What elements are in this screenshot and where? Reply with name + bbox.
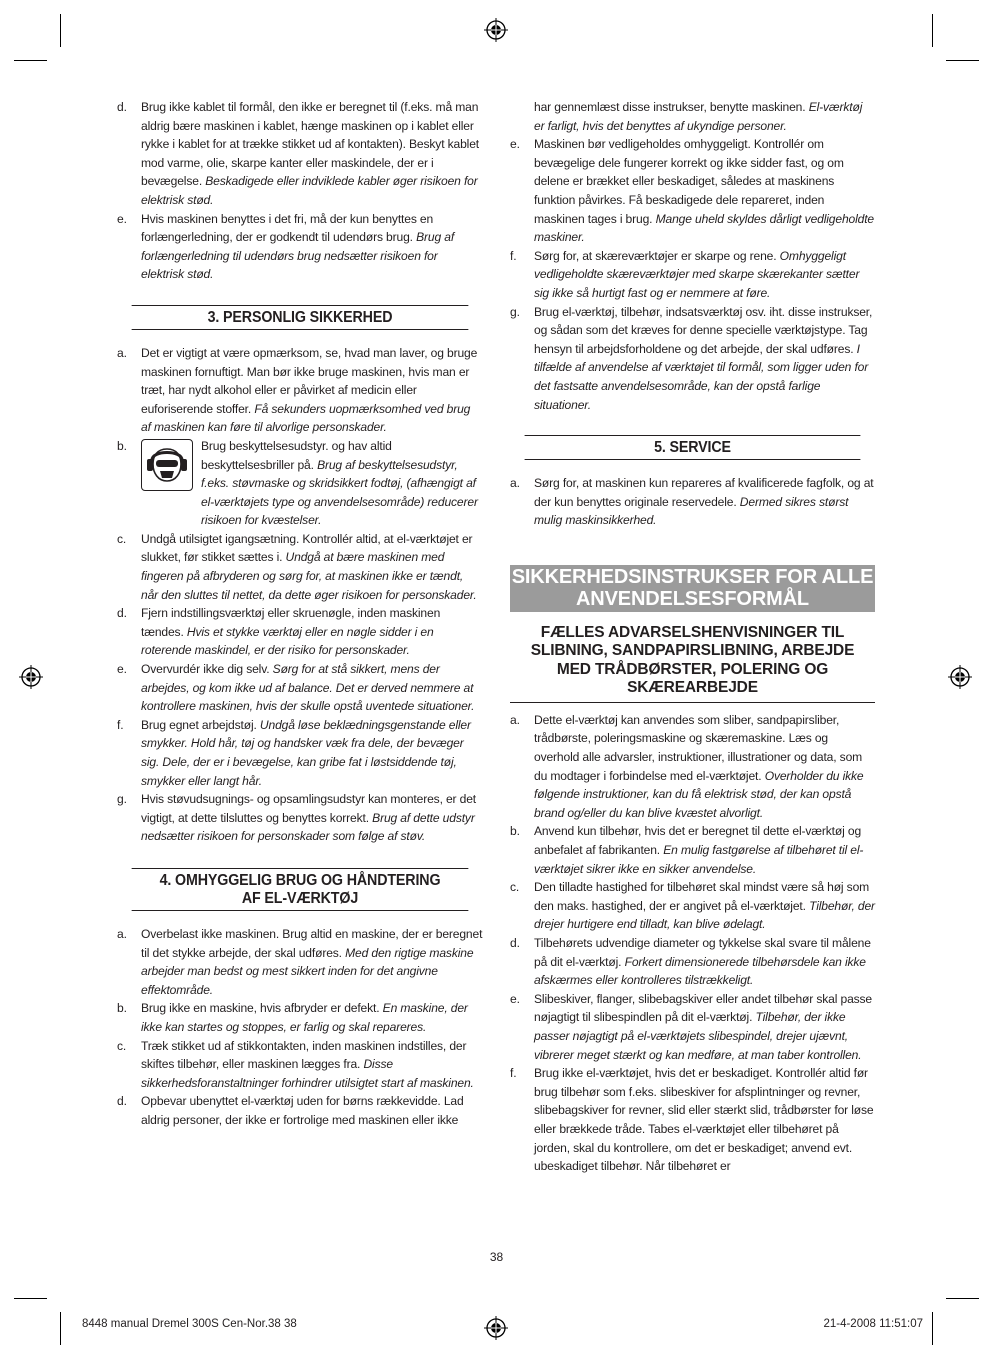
crop-mark <box>14 1298 47 1299</box>
list-item: b. Anvend kun tilbehør, hvis det er beregnet til dette el-værktøj og anbefalet af fabrikanten. En mulig fastgørelse af tilbehøret til el-værktøjet sikrer ikke en sikker anvendelse. <box>510 824 864 876</box>
list-item: a. Det er vigtigt at være opmærksom, se, hvad man laver, og bruge maskinen fornuftigt. Man bør ikke bruge maskinen, hvis man er træt, har nydt alkohol eller er påvirket af medicin eller euforiserende stoffer. Få sekunders uopmærksomhed ved brug af maskinen kan føre til alvorlige personskader. <box>117 345 478 435</box>
crop-mark <box>60 14 61 47</box>
list-item: e. Overvurdér ikke dig selv. Sørg for at stå sikkert, mens der arbejdes, og kom ikke ud af balance. Det er derved nemmere at kontrollere maskinen, hvis der skulle opstå uventede situationer. <box>117 662 475 714</box>
left-column <box>117 98 483 1130</box>
crop-mark <box>14 60 47 61</box>
footer-timestamp: 21-4-2008 11:51:07 <box>823 1318 923 1330</box>
list-item: b. Brug ikke en maskine, hvis afbryder er defekt. En maskine, der ikke kan startes og stoppes, er farlig og skal repareres. <box>117 1001 468 1034</box>
registration-mark-icon <box>948 665 972 689</box>
footer-file-info: 8448 manual Dremel 300S Cen-Nor.38 38 <box>82 1318 297 1330</box>
safety-gear-icon <box>141 439 193 491</box>
common-warnings-heading: FÆLLES ADVARSELSHENVISNINGER TIL SLIBNING, SANDPAPIRSLIBNING, ARBEJDE MED TRÅDBØRSTER, POLERING OG SKÆREARBEJDE <box>510 624 875 703</box>
list-item: e. Maskinen bør vedligeholdes omhyggeligt. Kontrollér om bevægelige dele fungerer korrekt og ikke sidder fast, og om delene er brækket eller beskadiget, således at maskinens funktion påvirkes. Få beskadigede dele repareret, inden maskinen tages i brug. Mange uheld skyldes dårligt vedligeholdte maskiner. <box>510 137 875 245</box>
page-number: 38 <box>489 1250 504 1264</box>
list-item: e. Hvis maskinen benyttes i det fri, må der kun benyttes en forlængerledning, der er godkendt til udendørs brug. Brug af forlængerledning til udendørs brug nedsætter risikoen for elektrisk stød. <box>117 211 455 282</box>
safety-instructions-banner: SIKKERHEDSINSTRUKSER FOR ALLE ANVENDELSESFORMÅL <box>511 565 874 610</box>
crop-mark <box>946 1298 979 1299</box>
list-item: a. Sørg for, at maskinen kun repareres af kvalificerede fagfolk, og at der kun benyttes originale reservedele. Dermed sikres størst mulig maskinsikkerhed. <box>510 476 874 528</box>
list-item: d. Tilbehørets udvendige diameter og tykkelse skal svare til målene på dit el-værktøj. Forkert dimensionerede tilbehørsdele kan ikke afskærmes eller kontrolleres tilstrækkeligt. <box>510 936 871 988</box>
list-item: a. Overbelast ikke maskinen. Brug altid en maskine, der er beregnet til det stykke arbejde, der skal udføres. Med den rigtige maskine arbejder man bedst og mest sikkert inden for det angivne effektområde. <box>117 926 483 997</box>
registration-mark-icon <box>19 665 43 689</box>
section-heading-personal-safety: 3. PERSONLIG SIKKERHED <box>132 305 469 330</box>
section-heading-service: 5. SERVICE <box>525 435 861 460</box>
crop-mark <box>60 1312 61 1345</box>
list-item: e. Slibeskiver, flanger, slibebagskiver eller andet tilbehør skal passe nøjagtigt til slibespindlen på dit el-værktøj. Tilbehør, der ikke passer nøjagtigt på el-værktøjets slibespindel, drejer ujævnt, vibrerer meget stærkt og kan medføre, at man taber kontrollen. <box>510 991 873 1062</box>
list-item: d. Fjern indstillingsværktøj eller skruenøgle, inden maskinen tændes. Hvis et stykke værktøj eller en nøgle sidder i en roterende maskindel, er der risiko for personskader. <box>117 606 441 658</box>
list-item: g. Brug el-værktøj, tilbehør, indsatsværktøj osv. iht. disse instrukser, og sådan som det kræves for denne specielle værktøjstype. Tag hensyn til arbejdsforholdene og det arbejde, der skal udføres. I tilfælde af anvendelse af værktøjet til formål, som ligger uden for det fastsatte anvendelsesområde, kan der opstå farlige situationer. <box>510 304 873 412</box>
registration-mark-icon <box>484 1316 508 1340</box>
registration-mark-icon <box>484 18 508 42</box>
list-item: f. Brug ikke el-værktøjet, hvis det er beskadiget. Kontrollér altid før brug tilbehør som f.eks. slibeskiver for afsplintninger og revner, slibebagskiver for revner, slid eller stærkt slid, trådbørster for løse eller brækkede tråde. Tabes el-værktøjet eller tilbehøret på jorden, skal du kontrollere, om det er beskadiget; anvend evt. ubeskadiget tilbehør. Når tilbehøret er <box>510 1066 874 1174</box>
crop-mark <box>946 60 979 61</box>
list-item-continued: har gennemlæst disse instrukser, benytte maskinen. El-værktøj er farligt, hvis det benyttes af ukyndige personer. <box>534 100 863 133</box>
list-item: d. Brug ikke kablet til formål, den ikke er beregnet til (f.eks. må man aldrig bære maskinen i kablet, hænge maskinen op i kablet eller rykke i kablet for at trække stikket ud af kontakten). Beskyt kablet mod varme, olie, skarpe kanter eller maskindele, der er i bevægelse. Beskadigede eller indviklede kabler øger risikoen for elektrisk stød. <box>117 100 479 207</box>
list-item: b. Brug beskyttelsesudstyr. og hav altid beskyttelsesbriller på. Brug af beskyttelsesudstyr, f.eks. støvmaske og skridsikkert fodtøj, (afhængigt af el-værktøjets type og anvendelsesområde) reducerer risikoen for kvæstelser. <box>117 438 478 528</box>
list-item: d. Opbevar ubenyttet el-værktøj uden for børns rækkevidde. Lad aldrig personer, der ikke er fortrolige med maskinen eller ikke <box>117 1094 464 1127</box>
right-column <box>510 98 875 1176</box>
list-item: a. Dette el-værktøj kan anvendes som sliber, sandpapirsliber, trådbørste, poleringsmaskine og skæremaskine. Læs og overhold alle advarsler, instruktioner, illustrationer og data, som du modtager i forbindelse med el-værktøjet. Overholder du ikke følgende instruktioner, kan du få elektrisk stød, der kan opstå brand og/eller du kan blive kvæstet alvorligt. <box>510 712 864 820</box>
list-item: f. Brug egnet arbejdstøj. Undgå løse beklædningsgenstande eller smykker. Hold hår, tøj og handsker væk fra dele, der bevæger sig. Dele, der er i bevægelse, kan gribe fat i løstsiddende tøj, smykker eller langt hår. <box>117 717 471 788</box>
section-heading-careful-use: 4. OMHYGGELIG BRUG OG HÅNDTERING AF EL-VÆRKTØJ <box>132 868 469 911</box>
crop-mark <box>932 14 933 47</box>
list-item: c. Den tilladte hastighed for tilbehøret skal mindst være så høj som den maks. hastighed, der er angivet på el-værktøjet. Tilbehør, der drejer hurtigere end tilladt, kan blive ødelagt. <box>510 880 875 932</box>
crop-mark <box>932 1312 933 1345</box>
list-item: c. Træk stikket ud af stikkontakten, inden maskinen indstilles, der skiftes tilbehør, eller maskinen lægges fra. Disse sikkerhedsforanstaltninger forhindrer utilsigtet start af maskinen. <box>117 1038 474 1090</box>
list-item: c. Undgå utilsigtet igangsætning. Kontrollér altid, at el-værktøjet er slukket, før stikket sættes i. Undgå at bære maskinen med fingeren på afbryderen og sørg for, at maskinen ikke er tændt, når den sluttes til nettet, da dette øger risikoen for personskader. <box>117 531 477 602</box>
list-item: f. Sørg for, at skæreværktøjer er skarpe og rene. Omhyggeligt vedligeholdte skæreværktøjer med skarpe skærekanter sætter sig ikke så hurtigt fast og er nemmere at føre. <box>510 248 860 300</box>
list-item: g. Hvis støvudsugnings- og opsamlingsudstyr kan monteres, er det vigtigt, at dette tilsluttes og benyttes korrekt. Brug af dette udstyr nedsætter risikoen for personskader som følge af støv. <box>117 792 477 844</box>
